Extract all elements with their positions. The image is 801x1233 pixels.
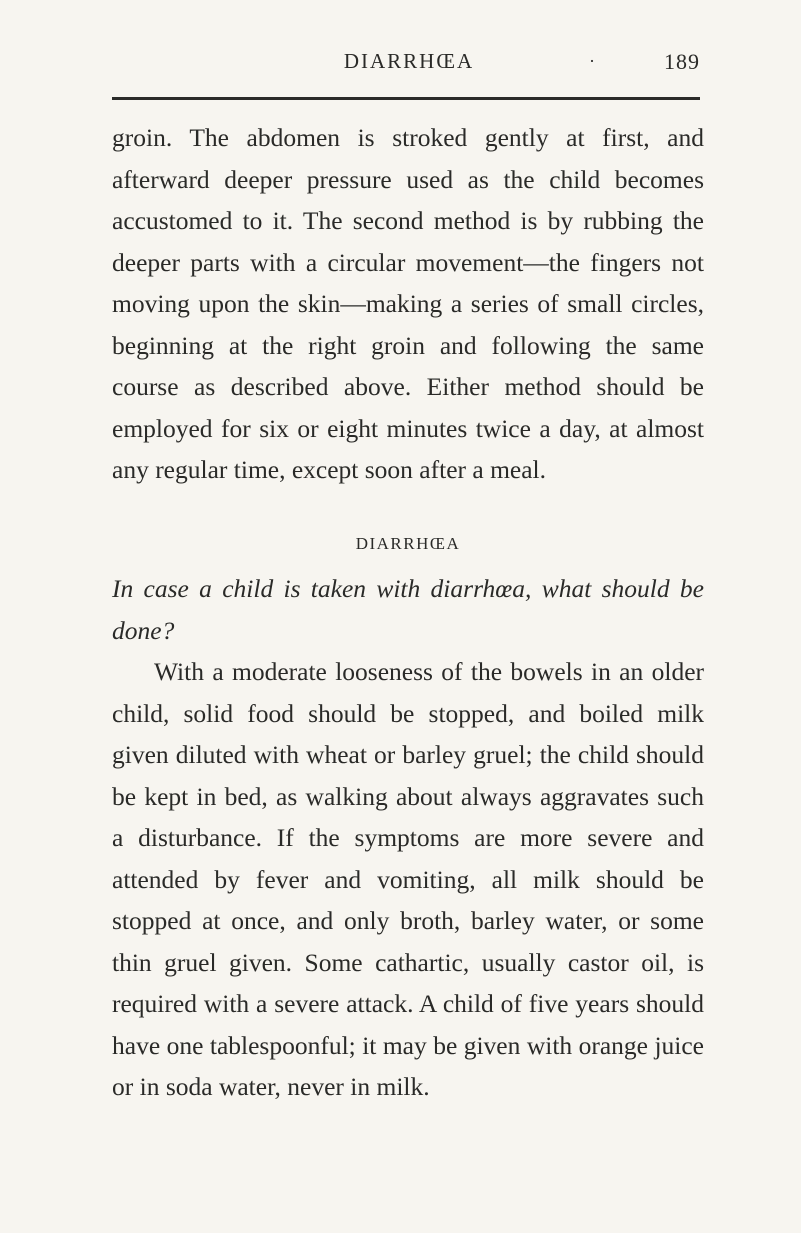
header-rule xyxy=(112,97,700,100)
section-heading: DIARRHŒA xyxy=(355,534,461,553)
running-head xyxy=(112,45,706,85)
answer-paragraph: With a moderate looseness of the bowels in an older child, solid food should be stopped, and boiled milk given diluted with wheat or barley gruel; the child should be kept in bed, as walking about always aggravates such a disturbance. If the symptoms are more severe and attended by fever and vomiting, all milk should be stopped at once, and only broth, barley water, or some thin gruel given. Some cathartic, usually castor oil, is required with a severe attack. A child of five years should have one tablespoonful; it may be given with orange juice or in soda water, never in milk. xyxy=(112,657,704,1101)
qa-text-block xyxy=(112,568,704,1108)
running-head-title: DIARRHŒA xyxy=(343,49,475,73)
continuation-text-block xyxy=(112,117,704,491)
question-paragraph: In case a child is taken with diarrhœa, what should be done? xyxy=(112,574,704,645)
page-number: 189 xyxy=(664,49,700,74)
continuation-paragraph: groin. The abdomen is stroked gently at first, and afterward deeper pressure used as the child becomes accustomed to it. The second method is by rubbing the deeper parts with a circular movement—the fingers not moving upon the skin—making a series of small circles, beginning at the right groin and following the same course as described above. Either method should be employed for six or eight minutes twice a day, at almost any regular time, except soon after a meal. xyxy=(112,123,704,484)
running-head-dot: · xyxy=(589,51,595,71)
